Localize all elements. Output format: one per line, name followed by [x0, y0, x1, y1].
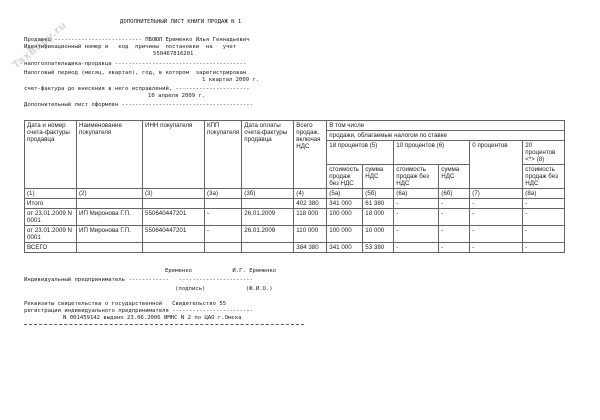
- table-row: [25, 226, 565, 243]
- signer-names: Еременко И.Г. Еременко: [165, 268, 277, 274]
- cell: 100 000: [327, 226, 363, 243]
- footer-divider: [24, 324, 304, 325]
- col-num: (4): [294, 189, 327, 199]
- hdr-base-18: стоимость продаж без НДС: [327, 165, 363, 189]
- cell: 384 380: [294, 243, 327, 253]
- cell: [205, 243, 242, 253]
- page-title: ДОПОЛНИТЕЛЬНЫЙ ЛИСТ КНИГИ ПРОДАЖ N 1: [120, 19, 242, 25]
- hdr-vat-10: сумма НДС: [439, 165, 470, 189]
- cell: ИП Миронова Г.П.: [77, 209, 143, 226]
- col-num: (7): [470, 189, 523, 199]
- cell: -: [205, 226, 242, 243]
- cell: [205, 199, 242, 209]
- invoice-label: счет-фактура до внесения в него исправлений, ----------------------: [24, 86, 250, 92]
- hdr-rate-20: 20 процентов <*> (8): [523, 141, 565, 165]
- cell: -: [470, 199, 523, 209]
- invoice-date: 10 апреля 2009 г.: [148, 93, 206, 99]
- seller-line: Продавец -------------------------- ПБОЮЛ Еременко Илья Геннадьевич: [24, 37, 250, 43]
- cell: 550640447201: [143, 226, 205, 243]
- issued-label: Дополнительный лист оформлен ---------------------------------------: [24, 102, 254, 108]
- cell: ВСЕГО: [25, 243, 77, 253]
- hdr-pay-date: Дата оплаты счета-фактуры продавца: [242, 121, 294, 189]
- col-num: (5б): [363, 189, 394, 199]
- header-row-1: [25, 121, 565, 131]
- watermark: TaxBaby.ru: [10, 19, 70, 72]
- cell: [77, 199, 143, 209]
- col-num: (6б): [439, 189, 470, 199]
- cell: 18 000: [363, 209, 394, 226]
- cell: -: [439, 226, 470, 243]
- cell: ИП Миронова Г.П.: [77, 226, 143, 243]
- cell: -: [439, 199, 470, 209]
- cell: -: [394, 226, 439, 243]
- cell: 110 000: [294, 226, 327, 243]
- cell: [143, 243, 205, 253]
- col-num: (3): [143, 189, 205, 199]
- table-row-vsego: [25, 243, 565, 253]
- col-num: (8а): [523, 189, 565, 199]
- table-row-itogo: [25, 199, 565, 209]
- hdr-base-10: стоимость продаж без НДС: [394, 165, 439, 189]
- col-num: (3б): [242, 189, 294, 199]
- hdr-buyer: Наименование покупателя: [77, 121, 143, 189]
- cell: [242, 243, 294, 253]
- hdr-rate-0: 0 процентов: [470, 141, 523, 189]
- cell: -: [394, 209, 439, 226]
- cell: 550640447201: [143, 209, 205, 226]
- col-num: (3а): [205, 189, 242, 199]
- cell: 10 000: [363, 226, 394, 243]
- period-value: 1 квартал 2009 г.: [202, 77, 260, 83]
- registration-label: Реквизиты свидетельства о государственной Свидетельство 55: [24, 301, 227, 307]
- inn-kpp-label: Идентификационный номер и код причины постановки на учет: [24, 44, 237, 50]
- cell: -: [523, 243, 565, 253]
- cell: 118 000: [294, 209, 327, 226]
- cell: 100 000: [327, 209, 363, 226]
- cell: -: [470, 243, 523, 253]
- cell: 26.01.2009: [242, 226, 294, 243]
- hdr-taxable: продажи, облагаемые налогом по ставке: [327, 131, 565, 141]
- cell: 26.01.2009: [242, 209, 294, 226]
- hdr-vat-18: сумма НДС: [363, 165, 394, 189]
- cell: [143, 199, 205, 209]
- table-row: [25, 209, 565, 226]
- cell: 341 000: [327, 199, 363, 209]
- signature-caption: (подпись) (Ф.И.О.): [175, 286, 273, 292]
- cell: от 23.01.2009 N 0001: [25, 226, 77, 243]
- col-num: (5а): [327, 189, 363, 199]
- col-num: (2): [77, 189, 143, 199]
- column-number-row: [25, 189, 565, 199]
- cell: -: [439, 243, 470, 253]
- hdr-rate-18: 18 процентов (5): [327, 141, 394, 165]
- col-num: (1): [25, 189, 77, 199]
- inn-kpp-label-cont: налогоплательщика-продавца ---------------------------------------: [24, 61, 247, 67]
- cell: -: [470, 226, 523, 243]
- col-num: (6а): [394, 189, 439, 199]
- cell: [242, 199, 294, 209]
- registration-value: N 001459142 выдано 23.06.2006 ИМНС N 2 по ЦАО г.Омска: [63, 315, 242, 321]
- hdr-total: Всего продаж, включая НДС: [294, 121, 327, 189]
- cell: от 23.01.2009 N 0001: [25, 209, 77, 226]
- cell: -: [439, 209, 470, 226]
- hdr-rate-10: 10 процентов (6): [394, 141, 470, 165]
- cell: 341 000: [327, 243, 363, 253]
- cell: 61 380: [363, 199, 394, 209]
- hdr-inn: ИНН покупателя: [143, 121, 205, 189]
- period-label: Налоговый период (месяц, квартал), год, в котором зарегистрирован: [24, 70, 247, 76]
- cell: -: [523, 209, 565, 226]
- hdr-kpp: КПП покупателя: [205, 121, 242, 189]
- cell: -: [470, 209, 523, 226]
- cell: 402 380: [294, 199, 327, 209]
- cell: -: [523, 226, 565, 243]
- hdr-base-20: стоимость продаж без НДС: [523, 165, 565, 189]
- cell: -: [394, 199, 439, 209]
- cell: -: [394, 243, 439, 253]
- inn-kpp-value: 550467816201: [153, 51, 194, 57]
- cell: -: [205, 209, 242, 226]
- cell: Итого: [25, 199, 77, 209]
- cell: [77, 243, 143, 253]
- sales-table: [24, 120, 565, 253]
- hdr-incl: В том числе: [327, 121, 565, 131]
- hdr-date: Дата и номер счета-фактуры продавца: [25, 121, 77, 189]
- ip-signature-line: Индивидуальный предприниматель ------------ ----------------------: [24, 277, 254, 283]
- cell: 53 380: [363, 243, 394, 253]
- cell: -: [523, 199, 565, 209]
- registration-label-cont: регистрации индивидуального предпринимателя ------------------------: [24, 308, 254, 314]
